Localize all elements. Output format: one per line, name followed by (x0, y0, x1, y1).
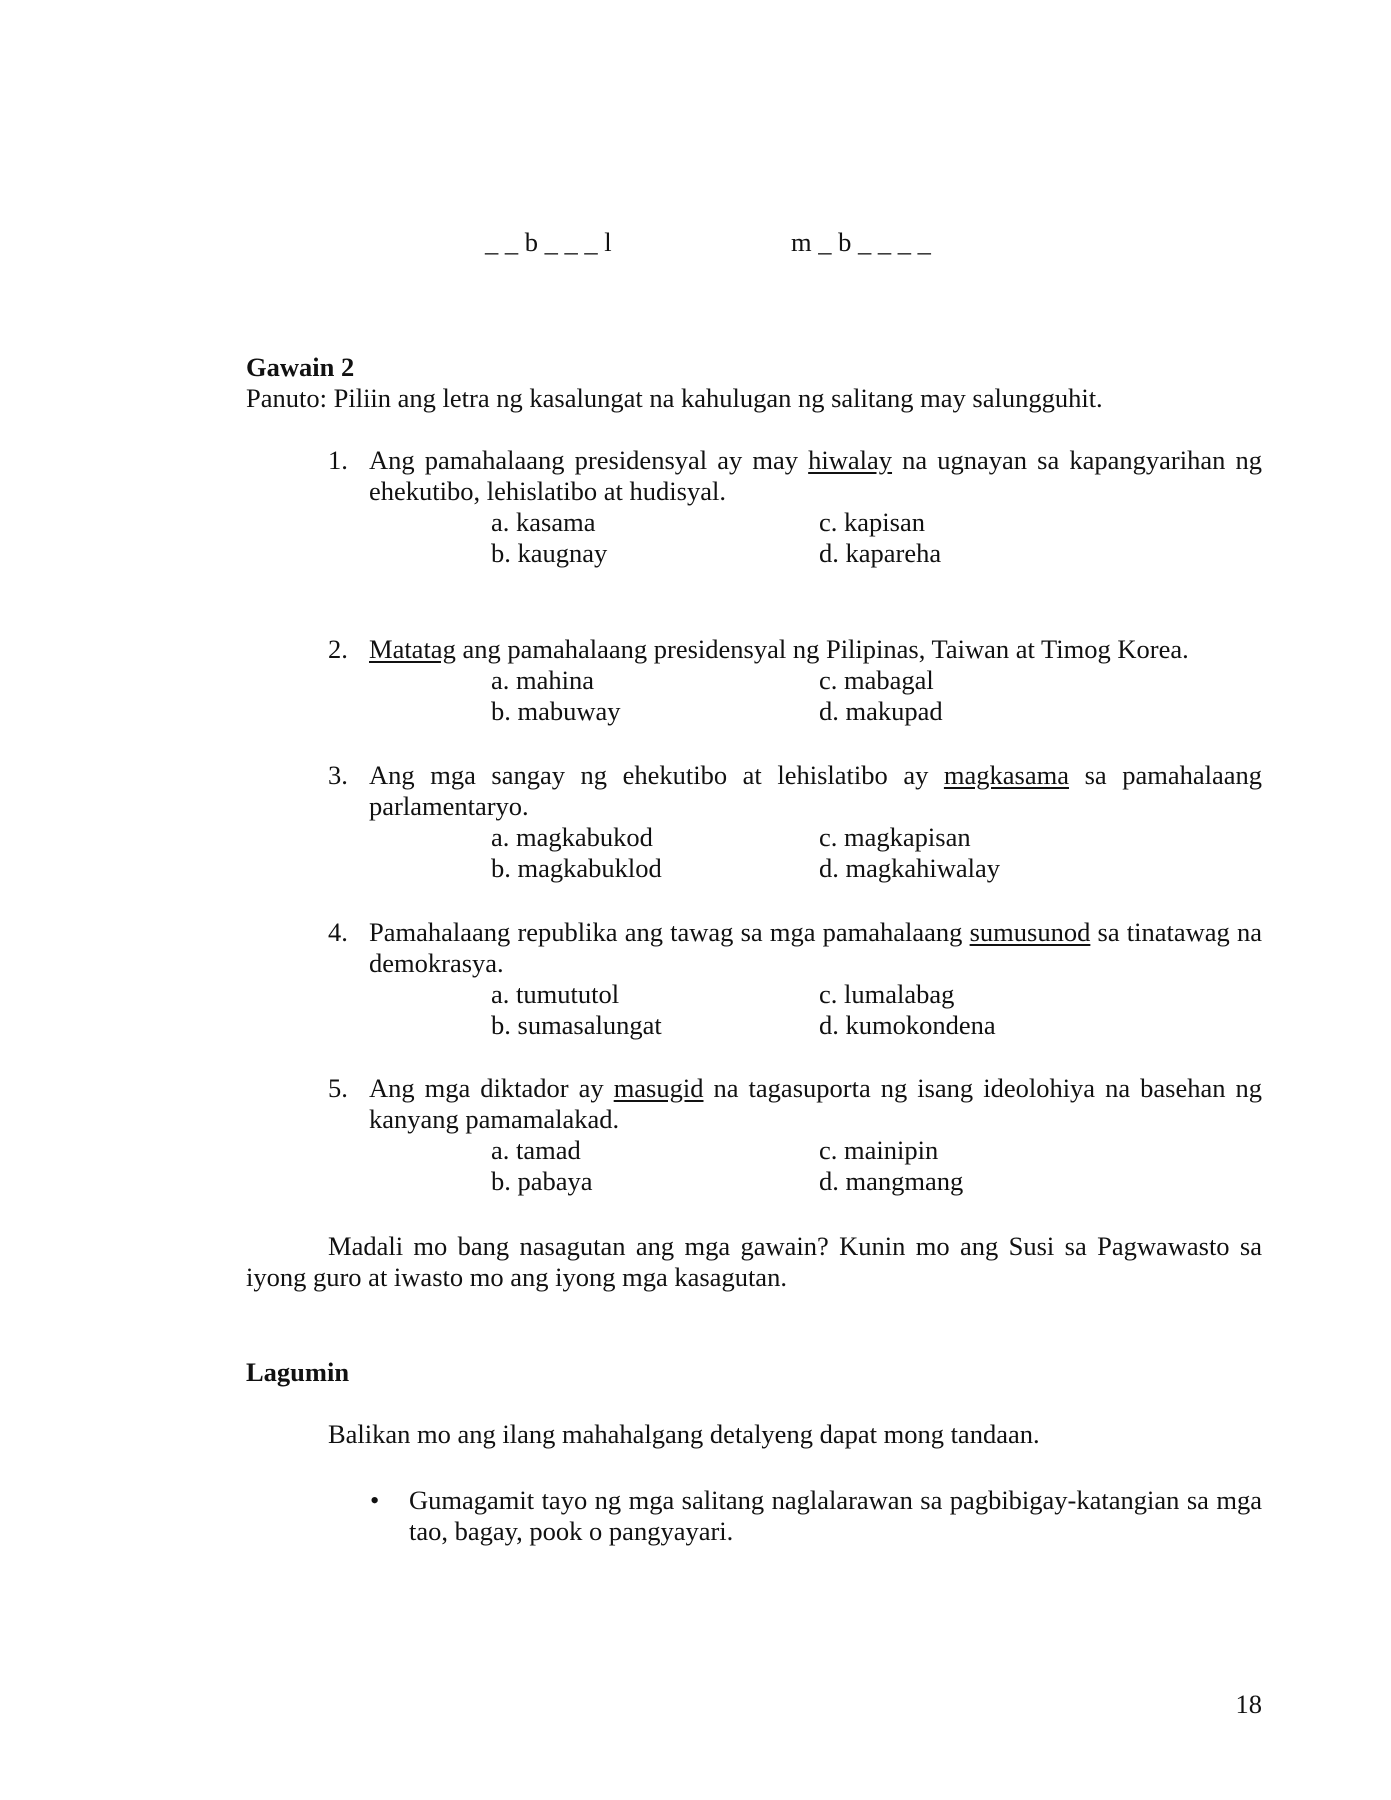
lagumin-intro: Balikan mo ang ilang mahahalgang detalyeng dapat mong tandaan. (328, 1419, 1040, 1449)
option-c[interactable]: c. magkapisan (819, 822, 971, 852)
underlined-word: masugid (613, 1073, 704, 1103)
option-a[interactable]: a. magkabukod (491, 822, 653, 852)
option-c[interactable]: c. mabagal (819, 665, 934, 695)
question-text: Matatag ang pamahalaang presidensyal ng Pilipinas, Taiwan at Timog Korea. (369, 634, 1189, 664)
instruction: Panuto: Piliin ang letra ng kasalungat na kahulugan ng salitang may salungguhit. (246, 383, 1103, 413)
option-d[interactable]: d. magkahiwalay (819, 853, 1001, 883)
question-number: 4. (328, 917, 348, 947)
option-a[interactable]: a. tumututol (491, 979, 620, 1009)
option-c[interactable]: c. lumalabag (819, 979, 955, 1009)
option-b[interactable]: b. kaugnay (491, 538, 608, 568)
puzzle-right: m _ b _ _ _ _ (791, 227, 931, 257)
question-number: 5. (328, 1073, 348, 1103)
question-number: 1. (328, 445, 348, 475)
underlined-word: hiwalay (808, 445, 893, 475)
option-c[interactable]: c. mainipin (819, 1135, 939, 1165)
section-title-lagumin: Lagumin (246, 1357, 350, 1387)
option-b[interactable]: b. magkabuklod (491, 853, 662, 883)
option-b[interactable]: b. mabuway (491, 696, 621, 726)
option-d[interactable]: d. kapareha (819, 538, 942, 568)
option-b[interactable]: b. sumasalungat (491, 1010, 662, 1040)
bullet-icon: • (370, 1485, 380, 1515)
page-number: 18 (1235, 1689, 1262, 1719)
question-text: Ang pamahalaang presidensyal ay may hiwalay na ugnayan sa kapangyarihan ng ehekutibo, lehislatibo at hudisyal. (369, 445, 1262, 506)
underlined-word: Matatag (369, 634, 456, 664)
underlined-word: sumusunod (969, 917, 1091, 947)
question-number: 2. (328, 634, 348, 664)
option-d[interactable]: d. makupad (819, 696, 943, 726)
closing-paragraph: Madali mo bang nasagutan ang mga gawain? Kunin mo ang Susi sa Pagwawasto sa iyong guro at iwasto mo ang iyong mga kasagutan. (246, 1231, 1262, 1292)
question-number: 3. (328, 760, 348, 790)
option-a[interactable]: a. mahina (491, 665, 595, 695)
underlined-word: magkasama (943, 760, 1069, 790)
option-d[interactable]: d. kumokondena (819, 1010, 996, 1040)
section-title-gawain2: Gawain 2 (246, 352, 355, 382)
option-a[interactable]: a. tamad (491, 1135, 581, 1165)
question-text: Pamahalaang republika ang tawag sa mga pamahalaang sumusunod sa tinatawag na demokrasya. (369, 917, 1262, 978)
option-a[interactable]: a. kasama (491, 507, 596, 537)
puzzle-left: _ _ b _ _ _ l (485, 227, 612, 257)
bullet-text: Gumagamit tayo ng mga salitang naglalarawan sa pagbibigay-katangian sa mga tao, bagay, pook o pangyayari. (409, 1485, 1262, 1546)
option-d[interactable]: d. mangmang (819, 1166, 964, 1196)
question-text: Ang mga diktador ay masugid na tagasuporta ng isang ideolohiya na basehan ng kanyang pamamalakad. (369, 1073, 1262, 1134)
question-text: Ang mga sangay ng ehekutibo at lehislatibo ay magkasama sa pamahalaang parlamentaryo. (369, 760, 1262, 821)
option-b[interactable]: b. pabaya (491, 1166, 593, 1196)
option-c[interactable]: c. kapisan (819, 507, 925, 537)
